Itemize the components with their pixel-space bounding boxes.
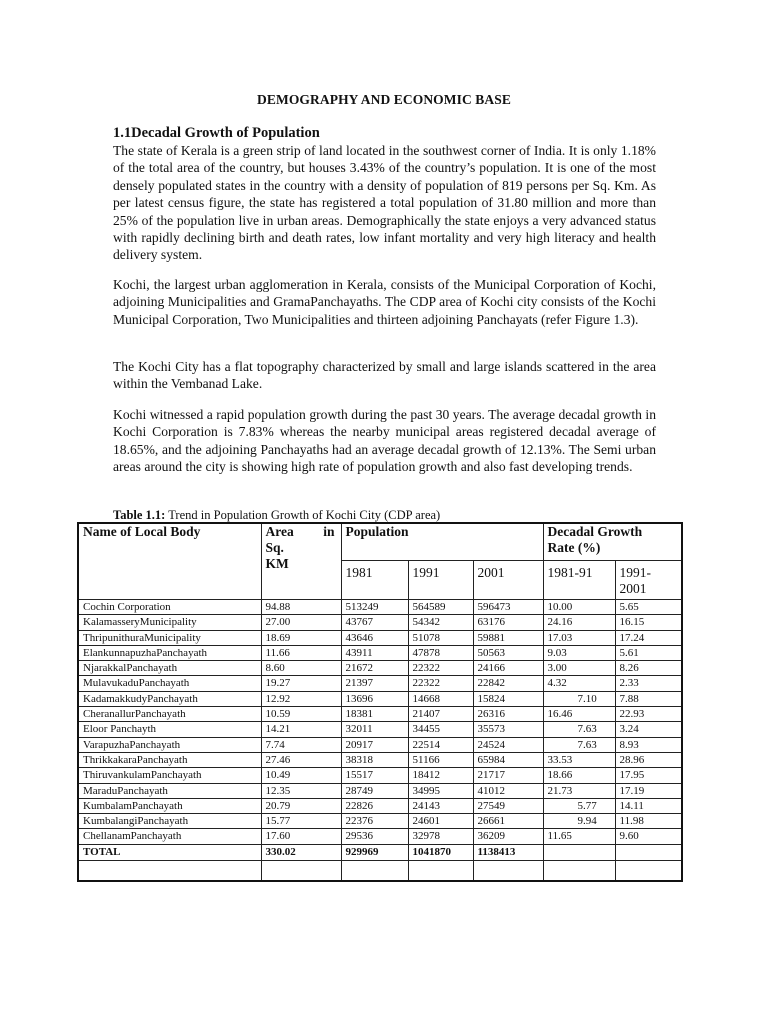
- cell-p2001: 24524: [473, 737, 543, 752]
- cell-name: ChellanamPanchayath: [78, 829, 261, 844]
- cell-name: KadamakkudyPanchayath: [78, 691, 261, 706]
- cell-area: 94.88: [261, 600, 341, 615]
- paragraph-kochi-agglomeration: Kochi, the largest urban agglomeration in Kerala, consists of the Municipal Corporation of Kochi, adjoining Municipalities and GramaPanchayaths. The CDP area of Kochi city consists of the Kochi Municipal Corporation, Two Municipalities and thirteen adjoining Panchayats (refer Figure 1.3).: [113, 277, 656, 327]
- cell-area: 11.66: [261, 645, 341, 660]
- empty-cell: [543, 860, 615, 881]
- cell-p1991: 54342: [408, 615, 473, 630]
- cell-p2001: 21717: [473, 768, 543, 783]
- cell-r2: 8.93: [615, 737, 682, 752]
- cell-p1991: 24143: [408, 798, 473, 813]
- cell-name: MulavukaduPanchayath: [78, 676, 261, 691]
- cell-p2001: 24166: [473, 661, 543, 676]
- cell-area: 14.21: [261, 722, 341, 737]
- total-r2: [615, 844, 682, 860]
- cell-r1: 33.53: [543, 752, 615, 767]
- table-row: [78, 814, 682, 829]
- header-rate-1991-2001: 1991- 2001: [615, 561, 682, 600]
- table-row: [78, 645, 682, 660]
- cell-area: 27.00: [261, 615, 341, 630]
- cell-area: 27.46: [261, 752, 341, 767]
- cell-p2001: 26316: [473, 707, 543, 722]
- table-body: [78, 600, 682, 881]
- cell-p2001: 65984: [473, 752, 543, 767]
- cell-p1991: 34455: [408, 722, 473, 737]
- cell-name: KumbalamPanchayath: [78, 798, 261, 813]
- empty-cell: [408, 860, 473, 881]
- cell-area: 10.59: [261, 707, 341, 722]
- table-row: [78, 722, 682, 737]
- header-name: Name of Local Body: [78, 523, 261, 600]
- cell-r1: 11.65: [543, 829, 615, 844]
- cell-area: 20.79: [261, 798, 341, 813]
- cell-p2001: 50563: [473, 645, 543, 660]
- cell-name: KalamasseryMunicipality: [78, 615, 261, 630]
- cell-p1991: 564589: [408, 600, 473, 615]
- cell-r1: 7.63: [543, 737, 615, 752]
- cell-p1991: 22322: [408, 661, 473, 676]
- cell-r2: 2.33: [615, 676, 682, 691]
- table-row: [78, 783, 682, 798]
- cell-r1: 5.77: [543, 798, 615, 813]
- cell-r1: 9.03: [543, 645, 615, 660]
- cell-p2001: 41012: [473, 783, 543, 798]
- total-p1981: 929969: [341, 844, 408, 860]
- cell-p1991: 14668: [408, 691, 473, 706]
- total-area: 330.02: [261, 844, 341, 860]
- cell-p2001: 15824: [473, 691, 543, 706]
- cell-p2001: 26661: [473, 814, 543, 829]
- cell-r1: 7.63: [543, 722, 615, 737]
- cell-name: Cochin Corporation: [78, 600, 261, 615]
- empty-cell: [473, 860, 543, 881]
- cell-p2001: 22842: [473, 676, 543, 691]
- paragraph-topography: The Kochi City has a flat topography characterized by small and large islands scattered in the area within the Vembanad Lake.: [113, 359, 656, 392]
- cell-r2: 7.88: [615, 691, 682, 706]
- header-area: Area in Sq. KM: [261, 523, 341, 600]
- cell-r2: 14.11: [615, 798, 682, 813]
- cell-p1991: 21407: [408, 707, 473, 722]
- cell-name: MaraduPanchayath: [78, 783, 261, 798]
- empty-cell: [341, 860, 408, 881]
- table-row: [78, 630, 682, 645]
- cell-r2: 5.61: [615, 645, 682, 660]
- cell-name: Eloor Panchayth: [78, 722, 261, 737]
- cell-r1: 3.00: [543, 661, 615, 676]
- table-row: [78, 691, 682, 706]
- table-row: [78, 829, 682, 844]
- cell-p2001: 59881: [473, 630, 543, 645]
- cell-area: 10.49: [261, 768, 341, 783]
- cell-r1: 24.16: [543, 615, 615, 630]
- cell-r1: 10.00: [543, 600, 615, 615]
- cell-p1991: 34995: [408, 783, 473, 798]
- empty-cell: [261, 860, 341, 881]
- paragraph-growth: Kochi witnessed a rapid population growth during the past 30 years. The average decadal growth in Kochi Corporation is 7.83% whereas the nearby municipal areas registered decadal average of 18.65%, and the adjoining Panchayaths had an average decadal growth of 12.13%. The Semi urban areas around the city is showing high rate of population growth and also fast developing trends.: [113, 407, 656, 475]
- cell-r2: 28.96: [615, 752, 682, 767]
- section-title: 1.1Decadal Growth of Population: [113, 125, 320, 141]
- cell-area: 8.60: [261, 661, 341, 676]
- cell-p1991: 47878: [408, 645, 473, 660]
- cell-p1981: 22826: [341, 798, 408, 813]
- header-1991: 1991: [408, 561, 473, 600]
- cell-area: 7.74: [261, 737, 341, 752]
- total-p1991: 1041870: [408, 844, 473, 860]
- cell-p1991: 51078: [408, 630, 473, 645]
- cell-r1: 21.73: [543, 783, 615, 798]
- cell-p1981: 513249: [341, 600, 408, 615]
- cell-r2: 5.65: [615, 600, 682, 615]
- cell-p1991: 32978: [408, 829, 473, 844]
- cell-area: 12.35: [261, 783, 341, 798]
- total-p2001: 1138413: [473, 844, 543, 860]
- table-row: [78, 615, 682, 630]
- cell-r2: 17.19: [615, 783, 682, 798]
- table-row: [78, 707, 682, 722]
- cell-p1981: 28749: [341, 783, 408, 798]
- header-2001: 2001: [473, 561, 543, 600]
- cell-p2001: 35573: [473, 722, 543, 737]
- cell-p1981: 38318: [341, 752, 408, 767]
- cell-p1991: 22514: [408, 737, 473, 752]
- cell-p2001: 63176: [473, 615, 543, 630]
- cell-p1981: 13696: [341, 691, 408, 706]
- cell-p1981: 15517: [341, 768, 408, 783]
- cell-r1: 18.66: [543, 768, 615, 783]
- cell-name: ElankunnapuzhaPanchayath: [78, 645, 261, 660]
- cell-r2: 22.93: [615, 707, 682, 722]
- table-empty-row: [78, 860, 682, 881]
- paragraph-kerala: The state of Kerala is a green strip of land located in the southwest corner of India. It is only 1.18% of the total area of the country, but houses 3.43% of the country’s population. It is one of the most densely populated states in the country with a density of population of 819 persons per Sq. Km. As per latest census figure, the state has registered a total population of 31.80 million and more than 25% of the population live in urban areas. Demographically the state enjoys a very advanced status with rapidly declining birth and death rates, low infant mortality and very high literacy and health delivery system.: [113, 143, 656, 263]
- cell-r2: 11.98: [615, 814, 682, 829]
- cell-r1: 7.10: [543, 691, 615, 706]
- table-row: [78, 752, 682, 767]
- cell-r1: 16.46: [543, 707, 615, 722]
- cell-p2001: 596473: [473, 600, 543, 615]
- table-row: [78, 676, 682, 691]
- header-1981: 1981: [341, 561, 408, 600]
- header-decadal-growth: Decadal Growth Rate (%): [543, 523, 682, 561]
- table-row: [78, 600, 682, 615]
- cell-p1981: 20917: [341, 737, 408, 752]
- cell-p1981: 18381: [341, 707, 408, 722]
- cell-r2: 17.24: [615, 630, 682, 645]
- cell-p1991: 24601: [408, 814, 473, 829]
- population-table: [77, 522, 683, 882]
- cell-area: 18.69: [261, 630, 341, 645]
- cell-name: ThrikkakaraPanchayath: [78, 752, 261, 767]
- table-caption-label: Table 1.1:: [113, 508, 166, 522]
- table-row: [78, 661, 682, 676]
- total-r1: [543, 844, 615, 860]
- cell-p2001: 27549: [473, 798, 543, 813]
- table-row: [78, 798, 682, 813]
- cell-p1991: 51166: [408, 752, 473, 767]
- header-rate-1981-91: 1981-91: [543, 561, 615, 600]
- page-heading: DEMOGRAPHY AND ECONOMIC BASE: [257, 92, 511, 107]
- cell-area: 12.92: [261, 691, 341, 706]
- cell-name: VarapuzhaPanchayath: [78, 737, 261, 752]
- cell-p1981: 21672: [341, 661, 408, 676]
- table-total-row: [78, 844, 682, 860]
- cell-area: 17.60: [261, 829, 341, 844]
- cell-name: NjarakkalPanchayath: [78, 661, 261, 676]
- cell-r1: 4.32: [543, 676, 615, 691]
- empty-cell: [78, 860, 261, 881]
- cell-r2: 3.24: [615, 722, 682, 737]
- cell-r2: 9.60: [615, 829, 682, 844]
- header-population: Population: [341, 523, 543, 561]
- cell-p1981: 43911: [341, 645, 408, 660]
- cell-p2001: 36209: [473, 829, 543, 844]
- cell-p1991: 22322: [408, 676, 473, 691]
- cell-name: KumbalangiPanchayath: [78, 814, 261, 829]
- cell-p1981: 43767: [341, 615, 408, 630]
- cell-p1991: 18412: [408, 768, 473, 783]
- empty-cell: [615, 860, 682, 881]
- cell-r1: 9.94: [543, 814, 615, 829]
- cell-p1981: 43646: [341, 630, 408, 645]
- cell-name: CheranallurPanchayath: [78, 707, 261, 722]
- table-caption: [113, 508, 440, 523]
- total-name: TOTAL: [78, 844, 261, 860]
- table-row: [78, 737, 682, 752]
- cell-r1: 17.03: [543, 630, 615, 645]
- cell-name: ThripunithuraMunicipality: [78, 630, 261, 645]
- cell-p1981: 29536: [341, 829, 408, 844]
- cell-p1981: 21397: [341, 676, 408, 691]
- cell-area: 19.27: [261, 676, 341, 691]
- table-caption-text: Trend in Population Growth of Kochi City (CDP area): [168, 508, 441, 522]
- cell-r2: 16.15: [615, 615, 682, 630]
- cell-p1981: 22376: [341, 814, 408, 829]
- cell-r2: 17.95: [615, 768, 682, 783]
- cell-name: ThiruvankulamPanchayath: [78, 768, 261, 783]
- cell-p1981: 32011: [341, 722, 408, 737]
- table-row: [78, 768, 682, 783]
- cell-area: 15.77: [261, 814, 341, 829]
- cell-r2: 8.26: [615, 661, 682, 676]
